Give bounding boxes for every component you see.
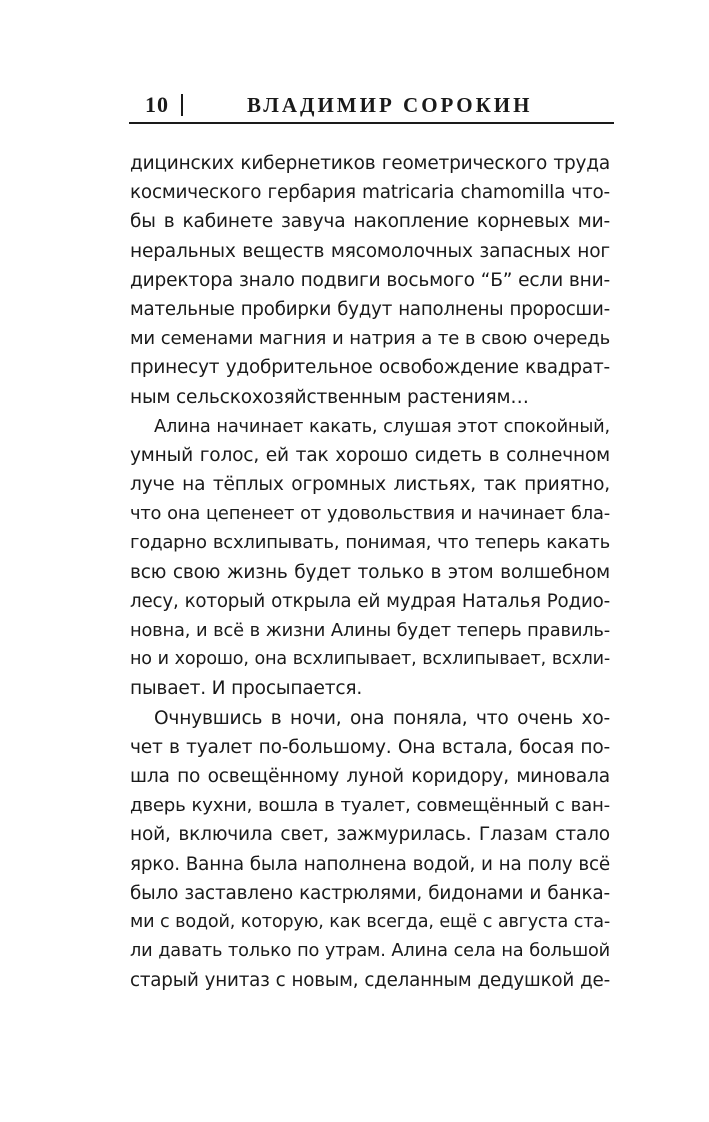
- text-line: умный голос, ей так хорошо сидеть в солнечном: [130, 444, 610, 466]
- header-separator: [181, 94, 183, 116]
- text-line: бы в кабинете завуча накопление корневых ми-: [130, 211, 610, 233]
- text-line: всю свою жизнь будет только в этом волшебном: [130, 561, 610, 583]
- text-line: годарно всхлипывать, понимая, что теперь какать: [130, 532, 610, 554]
- text-line: луче на тёплых огромных листьях, так приятно,: [130, 474, 610, 496]
- paragraph-end-line: ным сельскохозяйственным растениям…: [130, 386, 529, 408]
- text-line: но и хорошо, она всхлипывает, всхлипывает, всхли-: [130, 649, 610, 670]
- text-line: было заставлено кастрюлями, бидонами и банка-: [130, 882, 610, 904]
- text-line: старый унитаз с новым, сделанным дедушкой де-: [130, 970, 610, 992]
- paragraph-first-line: Очнувшись в ночи, она поняла, что очень хо-: [154, 707, 610, 729]
- text-line: директора знало подвиги восьмого “Б” если вни-: [130, 269, 610, 291]
- text-line: принесут удобрительное освобождение квадрат-: [130, 357, 610, 379]
- paragraph-first-line: Алина начинает какать, слушая этот спокойный,: [154, 415, 610, 437]
- body-text: [130, 149, 610, 995]
- text-line: космического гербария matricaria chamomilla что-: [130, 182, 610, 204]
- text-line: неральных веществ мясомолочных запасных ног: [130, 240, 610, 262]
- text-line: ной, включила свет, зажмурилась. Глазам стало: [130, 824, 610, 846]
- text-line: ли давать только по утрам. Алина села на большой: [130, 941, 610, 962]
- text-line: чет в туалет по-большому. Она встала, босая по-: [130, 736, 610, 758]
- text-line: ми с водой, которую, как всегда, ещё с августа ста-: [130, 911, 610, 932]
- text-line: что она цепенеет от удовольствия и начинает бла-: [130, 503, 610, 525]
- text-line: дицинских кибернетиков геометрического труда: [130, 153, 610, 174]
- text-line: лесу, который открыла ей мудрая Наталья Родио-: [130, 590, 610, 612]
- text-line: мательные пробирки будут наполнены проросши-: [130, 298, 610, 320]
- text-line: дверь кухни, вошла в туалет, совмещённый с ван-: [130, 795, 610, 817]
- running-head: [129, 88, 614, 124]
- text-line: ми семенами магния и натрия а те в свою очередь: [130, 328, 610, 350]
- text-line: новна, и всё в жизни Алины будет теперь правиль-: [130, 620, 610, 641]
- author-name: ВЛАДИМИР СОРОКИН: [247, 93, 533, 117]
- page-number: 10: [145, 92, 169, 117]
- header-rule: [129, 122, 614, 124]
- text-line: ярко. Ванна была наполнена водой, и на полу всё: [130, 853, 610, 875]
- text-line: шла по освещённому луной коридору, миновала: [130, 765, 610, 787]
- paragraph-end-line: пывает. И просыпается.: [130, 678, 363, 700]
